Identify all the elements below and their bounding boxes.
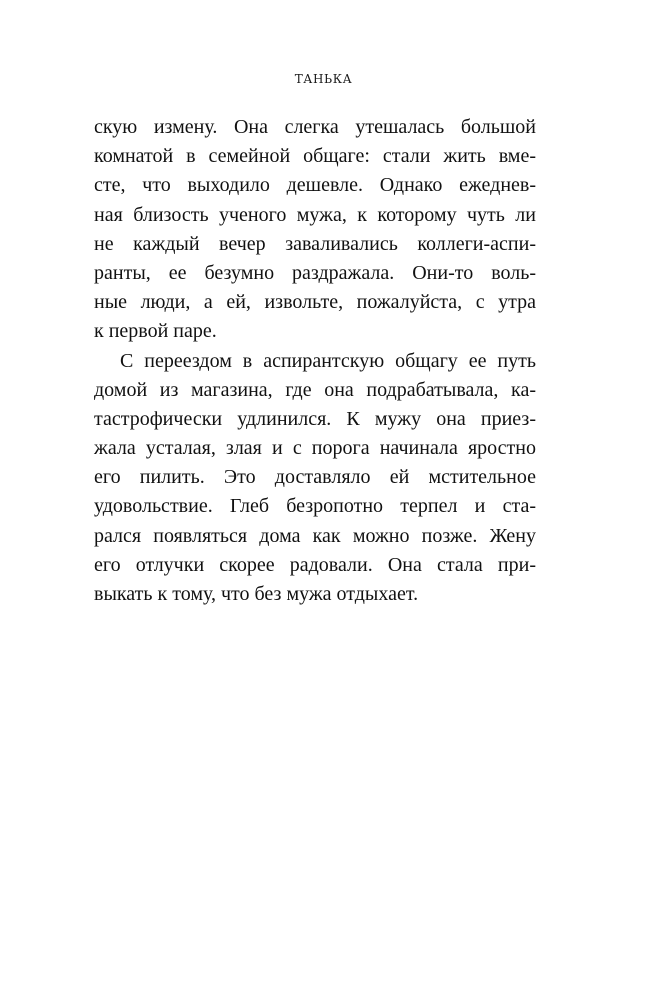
text-line: тастрофически удлинился. К мужу она приез- [94, 407, 536, 430]
text-line: жала усталая, злая и с порога начинала яростно [94, 437, 536, 460]
text-line: его отлучки скорее радовали. Она стала при- [94, 553, 536, 576]
text-line: С переездом в аспирантскую общагу ее путь [120, 349, 536, 372]
paragraph-2 [94, 347, 536, 610]
text-line: ранты, ее безумно раздражала. Они-то воль- [94, 261, 536, 284]
text-line: ные люди, а ей, извольте, пожалуйста, с утра [94, 291, 536, 314]
text-line: его пилить. Это доставляло ей мстительное [94, 466, 536, 489]
text-line: рался появляться дома как можно позже. Жену [94, 524, 536, 547]
paragraph-1 [94, 113, 536, 347]
body-text [94, 113, 536, 609]
text-line: сте, что выходило дешевле. Однако ежеднев- [94, 174, 536, 197]
text-line: не каждый вечер заваливались коллеги-аспи- [94, 232, 536, 255]
text-line: комнатой в семейной общаге: стали жить вме- [94, 145, 536, 168]
text-line: скую измену. Она слегка утешалась большой [94, 116, 536, 138]
running-header: ТАНЬКА [294, 72, 353, 86]
text-line: удовольствие. Глеб безропотно терпел и ста- [94, 495, 536, 518]
text-line: домой из магазина, где она подрабатывала, ка- [94, 378, 536, 401]
text-line: к первой паре. [94, 320, 217, 343]
text-line: выкать к тому, что без мужа отдыхает. [94, 583, 419, 605]
text-line: ная близость ученого мужа, к которому чуть ли [94, 203, 536, 226]
